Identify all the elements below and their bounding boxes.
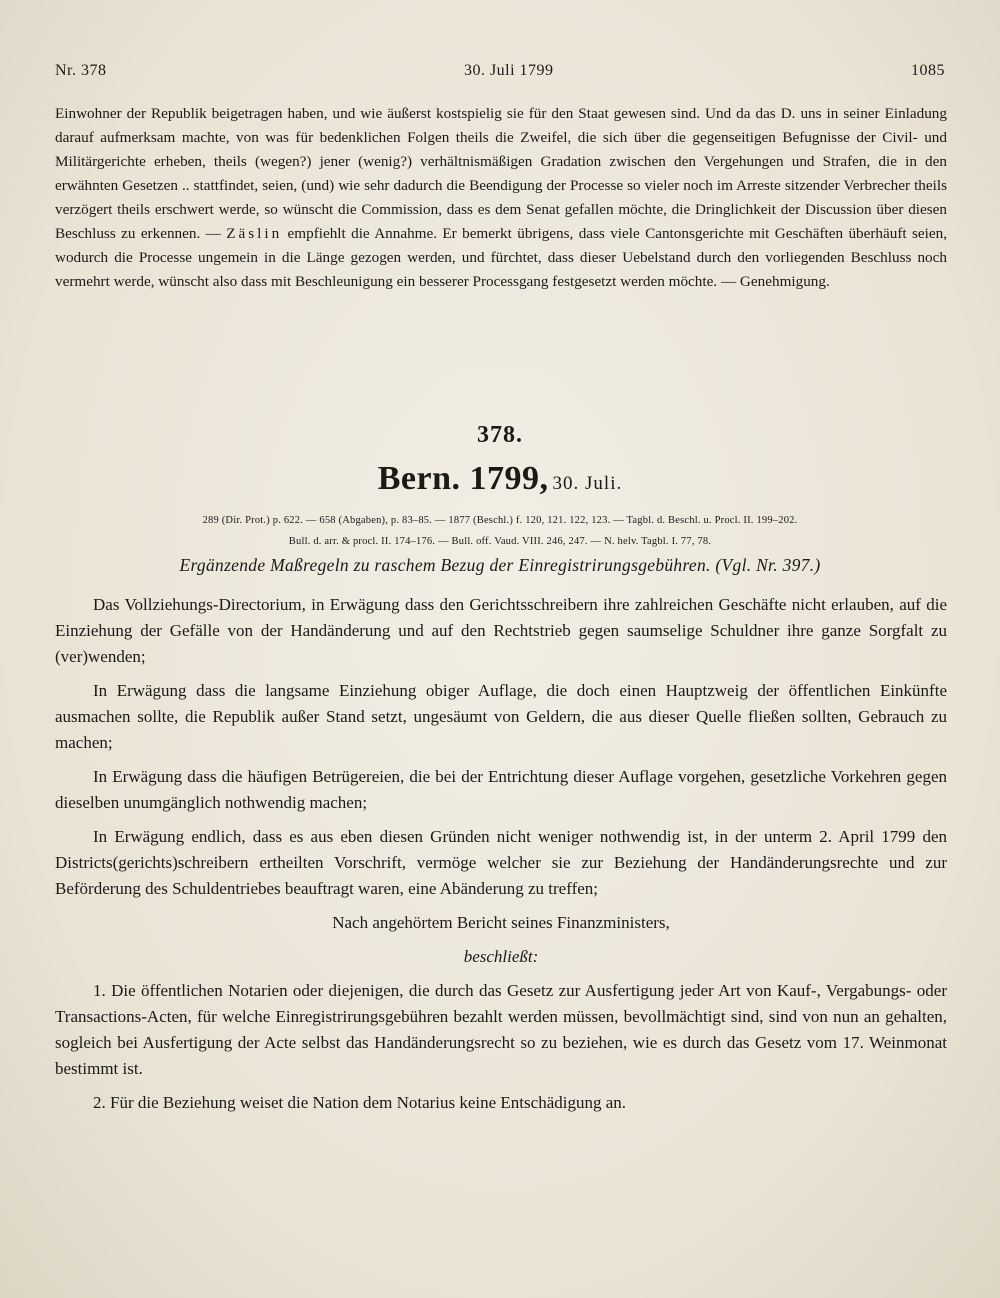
document-number: 378. bbox=[477, 422, 523, 448]
article-paragraph: 2. Für die Beziehung weiset die Nation dem Notarius keine Entschädigung an. bbox=[93, 1093, 627, 1112]
document-subtitle: Ergänzende Maßregeln zu raschem Bezug der Einregistrirungsgebühren. (Vgl. Nr. 397.) bbox=[179, 555, 821, 575]
speaker-name: Zäslin bbox=[226, 225, 283, 242]
place-date-heading bbox=[0, 460, 1000, 498]
refs-line-2: Bull. d. arr. & procl. II. 174–176. — Bull. off. Vaud. VIII. 246, 247. — N. helv. Tagbl. I. 77, 78. bbox=[288, 536, 712, 547]
continuation-rest: empfiehlt die Annahme. Er bemerkt übrigens, dass viele Cantonsgerichte mit Geschäften überhäuft seien, wodurch die Processe ungemein in die Länge gezogen werden, und fürchtet, dass dieser Uebelstand durch den vorliegenden Beschluss noch vermehrt werde, wünscht also dass mit Beschleunigung ein besserer Processgang festgesetzt werden möchte. — Genehmigung. bbox=[55, 225, 947, 290]
day-month: 30. Juli. bbox=[552, 473, 623, 494]
page-number: 1085 bbox=[911, 62, 945, 79]
header-doc-number: Nr. 378 bbox=[55, 62, 107, 79]
continuation-text: Einwohner der Republik beigetragen haben, und wie äußerst kostspielig sie für den Staat gewesen sind. Und da das D. uns in seiner Einladung darauf aufmerksam machte, von was für bedenklichen Folgen theils die Zweifel, die sich über die gegenseitigen Befugnisse der Civil- und Militärgerichte erheben, theils (wegen?) jener (wenig?) verhältnismäßigen Gradation zwischen den Vergehungen und Strafen, die in den erwähnten Gesetzen .. stattfindet, seien, (und) wie sehr dadurch die Beendigung der Processe so vieler noch im Arreste sitzender Verbrecher theils verzögert theils erschwert werde, so wünscht die Commission, dass es dem Senat gefallen möchte, die Dringlichkeit der Discussion über diesen Beschluss zu erkennen. — bbox=[55, 105, 947, 242]
refs-line-1: 289 (Dir. Prot.) p. 622. — 658 (Abgaben), p. 83–85. — 1877 (Beschl.) f. 120, 121. 122, 123. — Tagbl. d. Beschl. u. Procl. II. 199–202. bbox=[202, 515, 798, 526]
place-year: Bern. 1799, bbox=[377, 460, 549, 497]
resolve-intro: Nach angehörtem Bericht seines Finanzministers, bbox=[332, 913, 670, 932]
considerand-paragraph: In Erwägung dass die langsame Einziehung obiger Auflage, die doch einen Hauptzweig der öffentlichen Einkünfte ausmachen sollte, die Republik außer Stand setzt, ungesäumt von Geldern, die aus dieser Quelle fließen sollten, Gebrauch zu machen; bbox=[55, 681, 947, 752]
document-body bbox=[55, 592, 947, 1124]
page-header bbox=[55, 62, 945, 80]
article-paragraph: 1. Die öffentlichen Notarien oder diejenigen, die durch das Gesetz zur Ausfertigung jeder Art von Kauf-, Vergabungs- oder Transactions-Acten, für welche Einregistrirungsgebühren bezahlt werden müssen, bevollmächtigt sind, sind von nun an gehalten, sogleich bei Ausfertigung der Acte selbst das Handänderungsrecht so zu beziehen, wie es durch das Gesetz vom 17. Weinmonat bestimmt ist. bbox=[55, 981, 947, 1078]
header-date: 30. Juli 1799 bbox=[463, 62, 554, 79]
considerand-paragraph: In Erwägung endlich, dass es aus eben diesen Gründen nicht weniger nothwendig ist, in der unterm 2. April 1799 den Districts(gerichts)schreibern ertheilten Vorschrift, vermöge welcher sie zur Beziehung der Handänderungsrechte und zur Beförderung des Schuldentriebes beauftragt waren, eine Abänderung zu treffen; bbox=[55, 827, 947, 898]
source-references bbox=[0, 510, 1000, 552]
considerand-paragraph: In Erwägung dass die häufigen Betrügereien, die bei der Entrichtung dieser Auflage vorgehen, gesetzliche Vorkehren gegen dieselben unumgänglich nothwendig machen; bbox=[55, 767, 947, 812]
considerand-paragraph: Das Vollziehungs-Directorium, in Erwägung dass den Gerichtsschreibern ihre zahlreichen Geschäfte nicht erlauben, auf die Einziehung der Gefälle von der Handänderung und auf den Rechtstrieb gegen saumselige Schuldner ihre ganze Sorgfalt zu (ver)wenden; bbox=[55, 595, 947, 666]
continuation-paragraph bbox=[55, 102, 947, 294]
resolve-heading: beschließt: bbox=[463, 947, 539, 966]
